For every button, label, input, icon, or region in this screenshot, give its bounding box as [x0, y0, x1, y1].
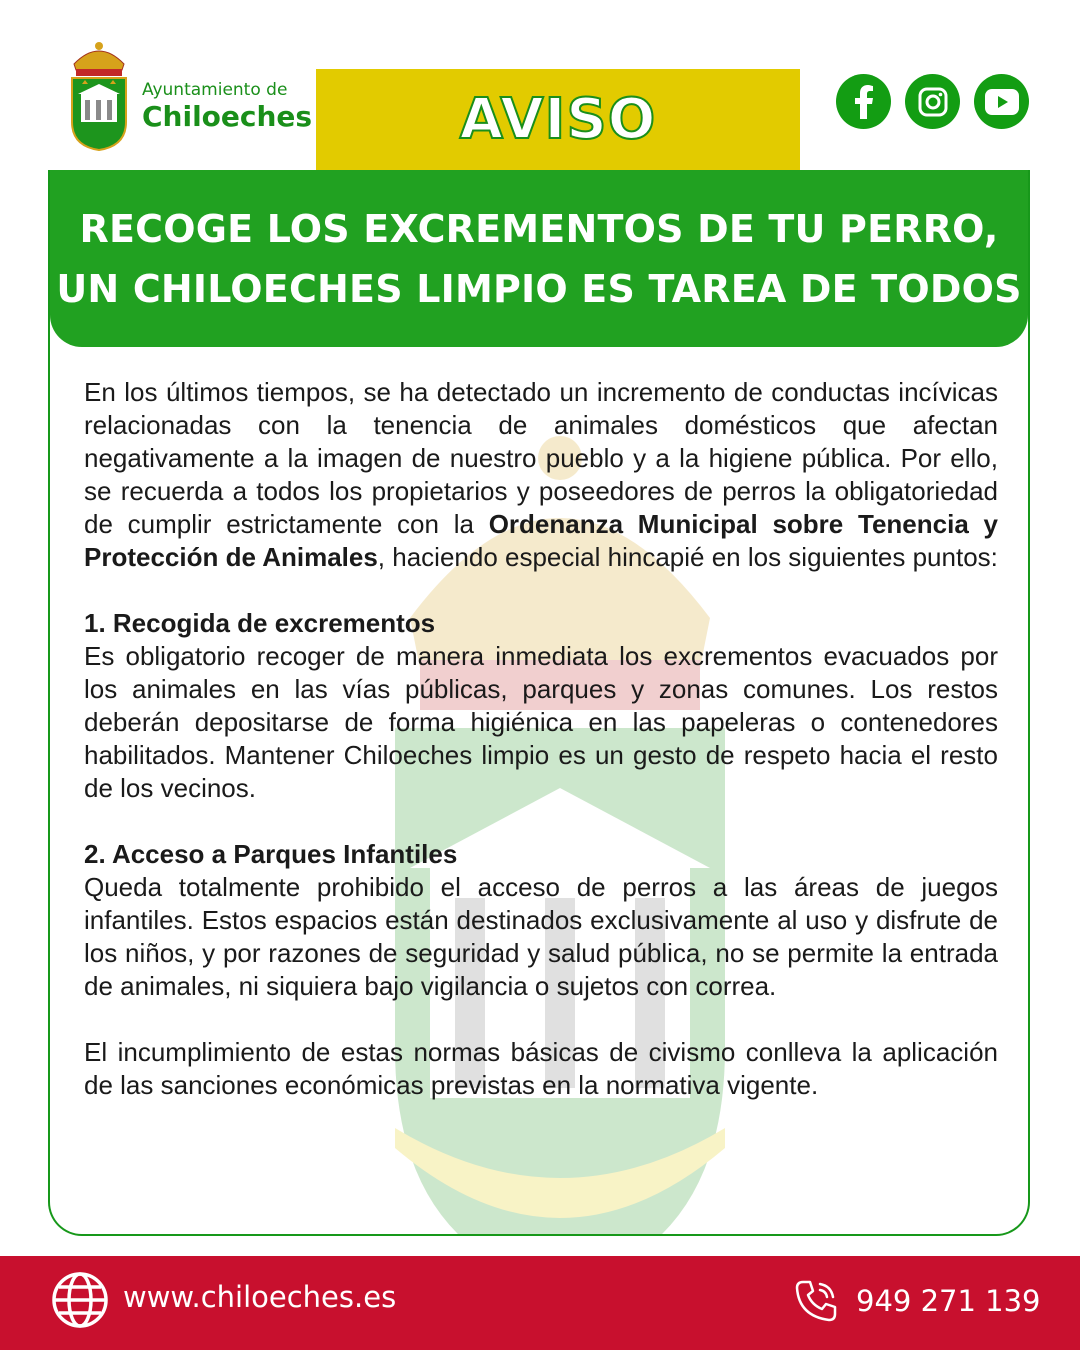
section-2: [84, 838, 998, 1003]
closing-paragraph: El incumplimiento de estas normas básicas de civismo conlleva la aplicación de las sanciones económicas previstas en la normativa vigente.: [84, 1037, 998, 1100]
chiloeches-coat-of-arms-logo: [68, 40, 130, 152]
ordinance-name: Ordenanza Municipal sobre Tenencia y Protección de Animales: [84, 509, 998, 572]
youtube-icon[interactable]: [974, 74, 1029, 129]
globe-icon: [51, 1271, 109, 1329]
phone-number[interactable]: 949 271 139: [856, 1284, 1041, 1318]
headline-line-2: UN CHILOECHES LIMPIO ES TAREA DE TODOS: [56, 266, 1022, 311]
aviso-banner: [316, 69, 800, 170]
section-1-text: Es obligatorio recoger de manera inmediata los excrementos evacuados por los animales en las vías públicas, parques y zonas comunes. Los restos deberán depositarse de forma higiénica en las papeleras o contenedores habilitados. Mantener Chiloeches limpio es un gesto de respeto hacia el resto de los vecinos.: [84, 641, 998, 803]
organization-name: [142, 82, 312, 131]
intro-paragraph: En los últimos tiempos, se ha detectado un incremento de conductas incívicas relacionadas con la tenencia de animales domésticos que afectan negativamente a la imagen de nuestro pueblo y a la higiene pública. Por ello, se recuerda a todos los propietarios y poseedores de perros la obligatoriedad de cumplir estrictamente con la Ordenanza Municipal sobre Tenencia y Protección de Animales, haciendo especial hincapié en los siguientes puntos:: [84, 377, 998, 572]
social-links: [836, 74, 1029, 129]
section-1: [84, 607, 998, 805]
aviso-title: AVISO: [459, 87, 657, 152]
facebook-icon[interactable]: [836, 74, 891, 129]
notice-card: [48, 170, 1030, 1236]
phone-icon: [793, 1278, 839, 1324]
section-1-title: 1. Recogida de excrementos: [84, 608, 436, 638]
notice-body: [84, 376, 998, 1102]
org-label-small: Ayuntamiento de: [142, 80, 288, 100]
headline-line-1: RECOGE LOS EXCREMENTOS DE TU PERRO,: [79, 206, 999, 251]
instagram-icon[interactable]: [905, 74, 960, 129]
footer-bar: [0, 1256, 1080, 1350]
headline-banner: [50, 170, 1028, 347]
section-2-title: 2. Acceso a Parques Infantiles: [84, 839, 458, 869]
website-link[interactable]: www.chiloeches.es: [123, 1280, 397, 1314]
org-label-big: Chiloeches: [142, 100, 313, 133]
section-2-text: Queda totalmente prohibido el acceso de perros a las áreas de juegos infantiles. Estos espacios están destinados exclusivamente al uso y disfrute de los niños, y por razones de seguridad y salud pública, no se permite la entrada de animales, ni siquiera bajo vigilancia o sujetos con correa.: [84, 872, 998, 1001]
